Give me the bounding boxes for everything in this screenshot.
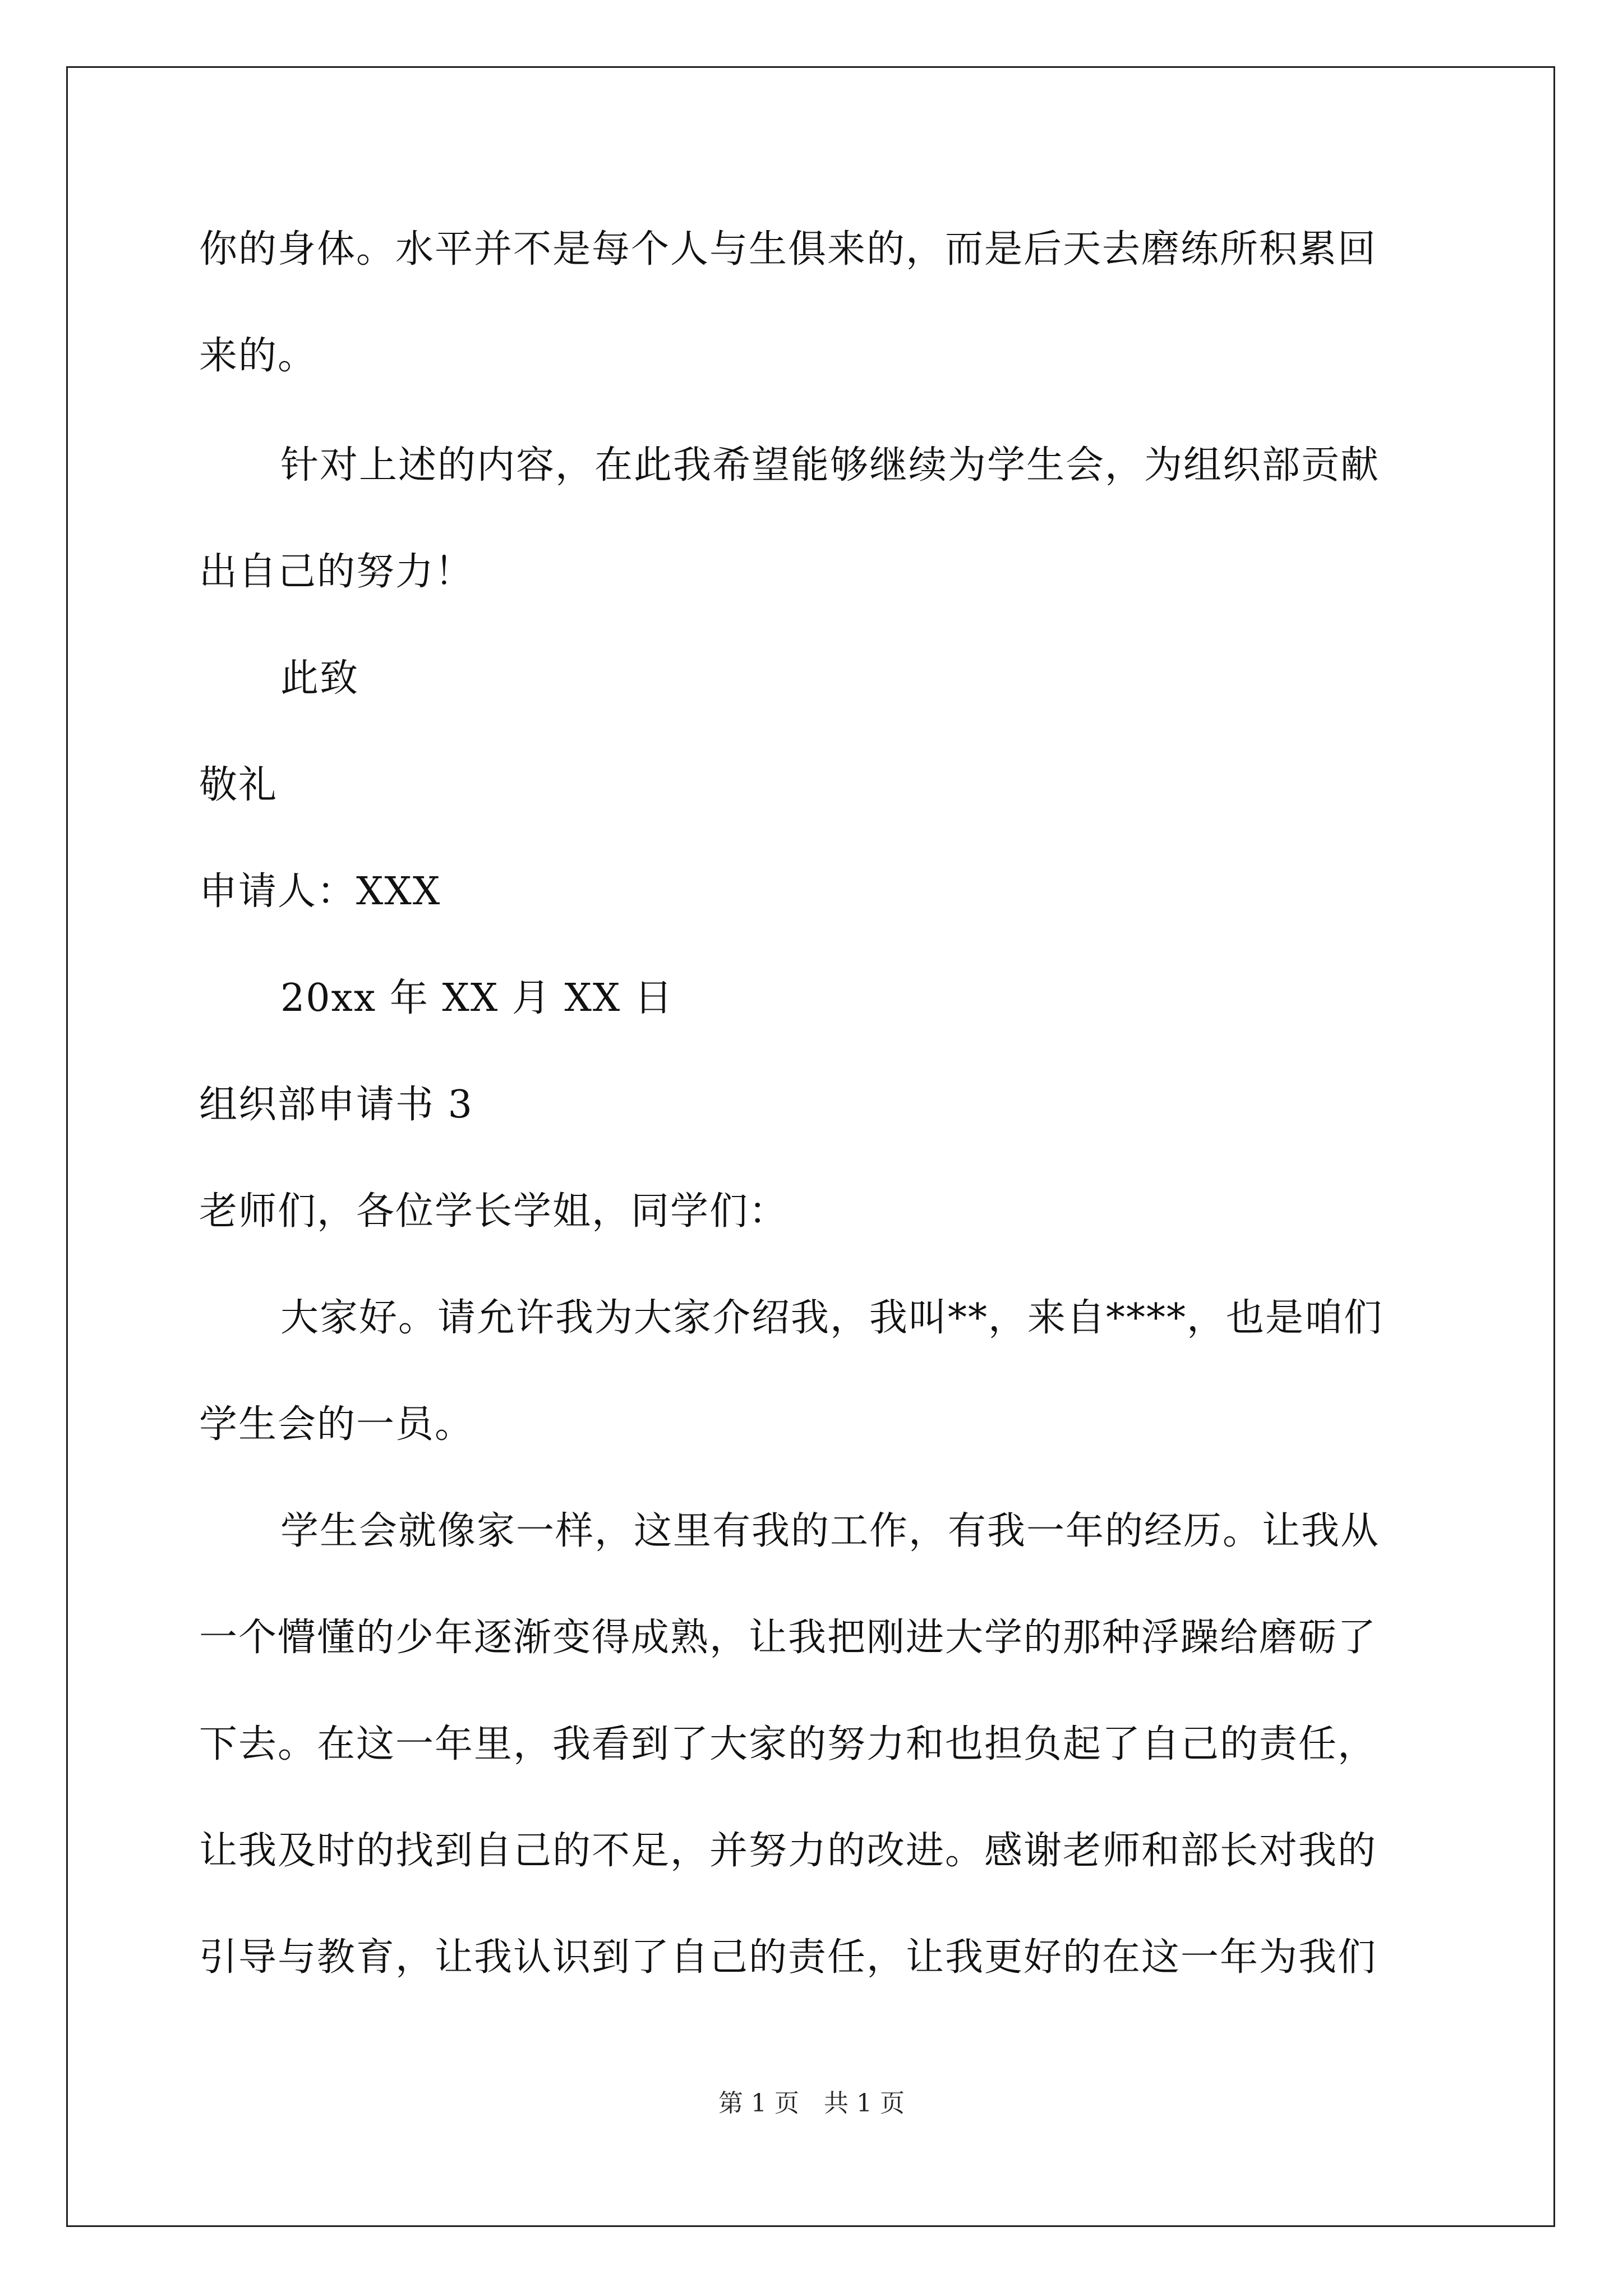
text-line: 下去。在这一年里，我看到了大家的努力和也担负起了自己的责任， [199, 1722, 1377, 1766]
section-title: 组织部申请书 3 [199, 1083, 473, 1127]
text-line: 引导与教育，让我认识到了自己的责任，让我更好的在这一年为我们 [199, 1935, 1377, 1980]
greeting: 老师们，各位学长学姐，同学们： [199, 1189, 789, 1234]
text-line: 出自己的努力！ [199, 550, 474, 594]
closing-regards: 敬礼 [199, 763, 278, 807]
date-line: 20xx 年 XX 月 XX 日 [280, 976, 674, 1020]
text-line: 你的身体。水平并不是每个人与生俱来的，而是后天去磨练所积累回 [199, 227, 1377, 272]
applicant-name: 申请人：XXX [199, 869, 441, 914]
closing-salutation: 此致 [280, 656, 359, 701]
text-line: 学生会就像家一样，这里有我的工作，有我一年的经历。让我从 [280, 1509, 1380, 1553]
text-line: 让我及时的找到自己的不足，并努力的改进。感谢老师和部长对我的 [199, 1829, 1377, 1873]
page-border [66, 66, 1555, 2227]
page-footer: 第 1 页 共 1 页 [718, 2089, 905, 2118]
text-line: 大家好。请允许我为大家介绍我，我叫**，来自****，也是咱们 [280, 1296, 1384, 1340]
text-line: 来的。 [199, 334, 317, 378]
text-line: 一个懵懂的少年逐渐变得成熟，让我把刚进大学的那种浮躁给磨砺了 [199, 1616, 1377, 1660]
text-line: 针对上述的内容，在此我希望能够继续为学生会，为组织部贡献 [280, 443, 1380, 487]
text-line: 学生会的一员。 [199, 1402, 474, 1447]
